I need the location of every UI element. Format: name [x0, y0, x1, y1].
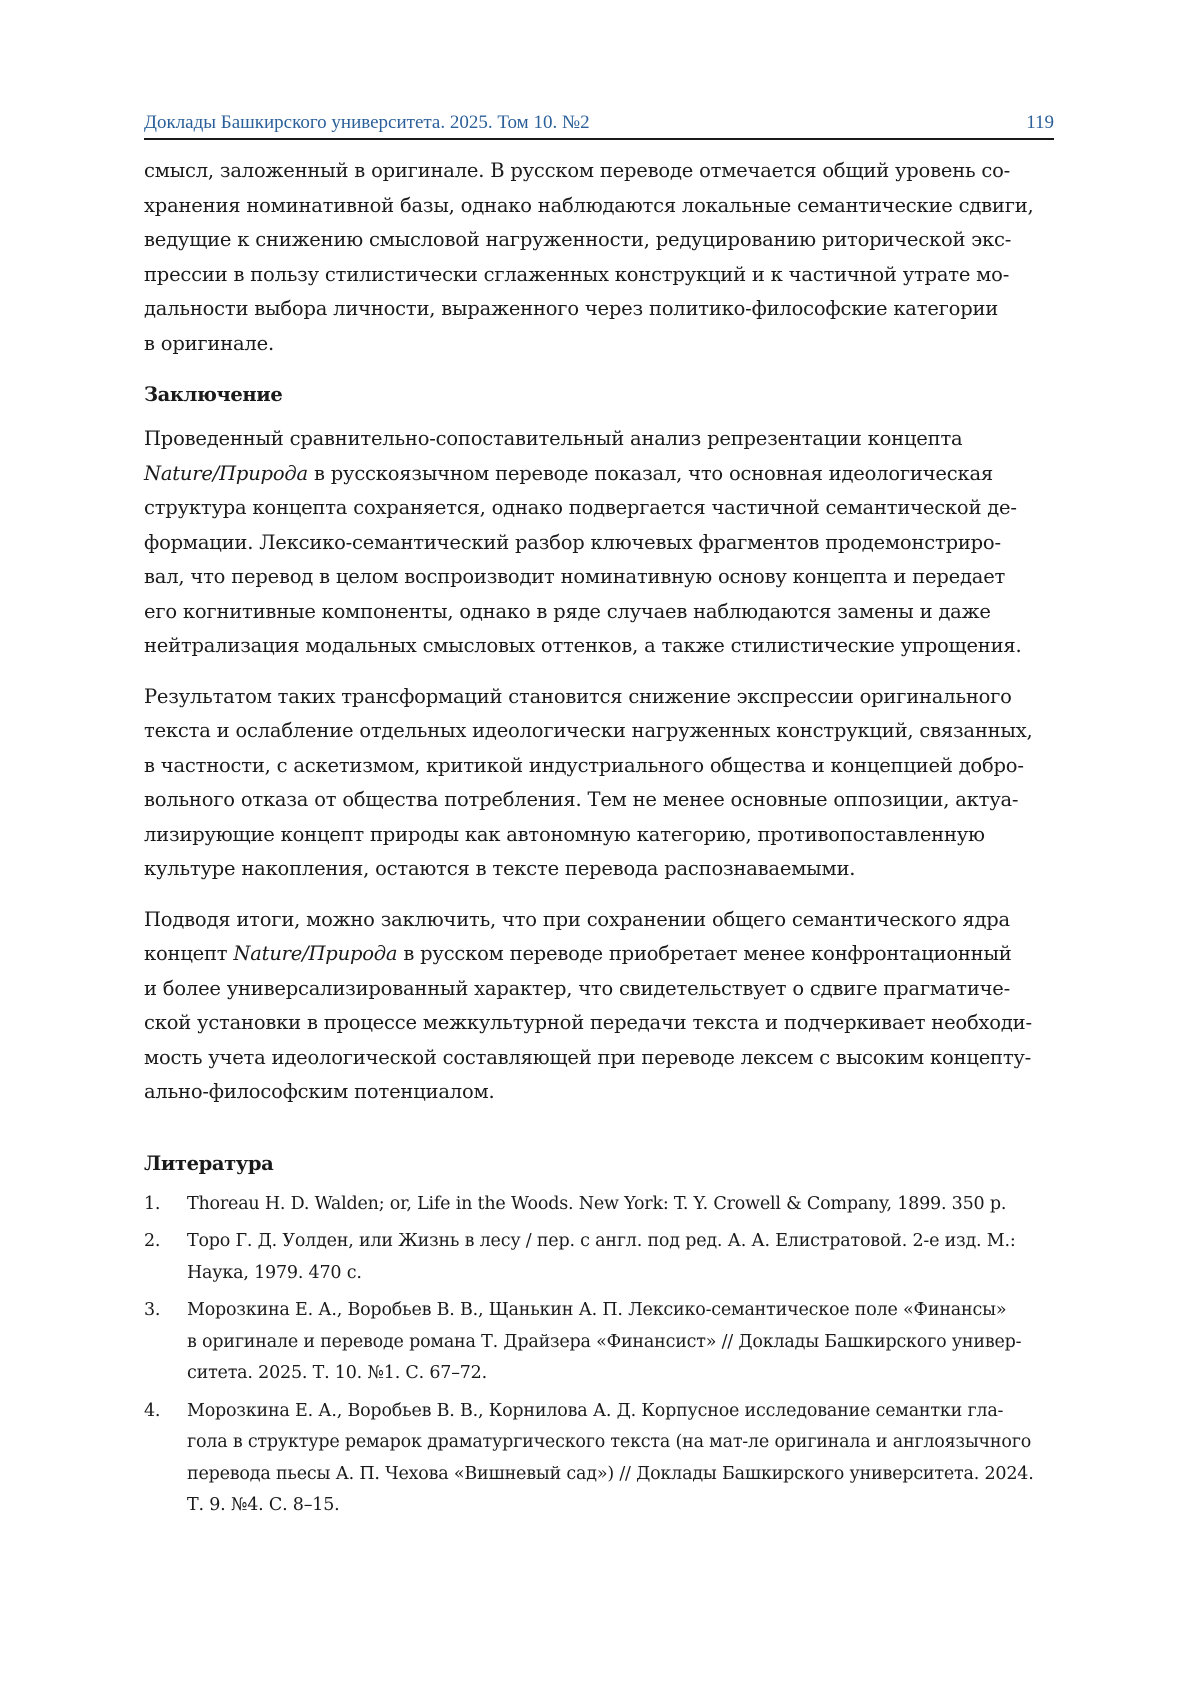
reference-line: перевода пьесы А. П. Чехова «Вишневый сад») // Доклады Башкирского университета. 2024. [187, 1463, 1034, 1484]
text-line: его когнитивные компоненты, однако в ряде случаев наблюдаются замены и даже [144, 599, 991, 623]
text-line: Подводя итоги, можно заключить, что при сохранении общего семантического ядра [144, 907, 1010, 931]
text-fragment: в русском переводе приобретает менее конфронтационный [397, 942, 1012, 965]
reference-line: Торо Г. Д. Уолден, или Жизнь в лесу / пер. с англ. под ред. А. А. Елистратовой. 2-е изд. М.: [187, 1231, 1016, 1251]
reference-item [144, 1226, 1054, 1289]
text-line: нейтрализация модальных смысловых оттенков, а также стилистические упрощения. [144, 634, 1022, 657]
text-line: культуре накопления, остаются в тексте перевода распознаваемыми. [144, 857, 856, 880]
reference-line: в оригинале и переводе романа Т. Драйзера «Финансист» // Доклады Башкирского универ- [187, 1331, 1022, 1352]
text-line: и более универсализированный характер, что свидетельствует о сдвиге прагматиче- [144, 976, 1011, 1000]
references-heading: Литература [144, 1151, 274, 1175]
text-line: дальности выбора личности, выраженного через политико-философские категории [144, 297, 999, 320]
reference-line: гола в структуре ремарок драматургического текста (на мат-ле оригинала и англоязычного [187, 1432, 1032, 1452]
text-fragment: концепт [144, 942, 234, 965]
reference-line: Морозкина Е. А., Воробьев В. В., Щанькин А. П. Лексико-семантическое поле «Финансы» [187, 1300, 1007, 1320]
text-fragment: в русскоязычном переводе показал, что основная идеологическая [307, 461, 993, 485]
reference-text [187, 1226, 1016, 1289]
text-line: в частности, с аскетизмом, критикой индустриального общества и концепцией добро- [144, 753, 1024, 777]
text-line [144, 457, 1054, 492]
text-line: формации. Лексико-семантический разбор ключевых фрагментов продемонстриро- [144, 530, 1001, 554]
text-line: мость учета идеологической составляющей при переводе лексем с высоким концепту- [144, 1045, 1032, 1069]
reference-number: 3. [144, 1300, 161, 1320]
conclusion-heading: Заключение [144, 383, 283, 406]
reference-text [187, 1396, 1034, 1522]
reference-number: 2. [144, 1231, 161, 1251]
reference-text [187, 1295, 1021, 1390]
conclusion-paragraph-2 [144, 680, 1054, 887]
reference-item [144, 1396, 1054, 1522]
text-line: Проведенный сравнительно-сопоставительный анализ репрезентации концепта [144, 427, 963, 450]
reference-list [144, 1189, 1054, 1522]
conclusion-paragraph-3 [144, 903, 1054, 1110]
reference-text [187, 1189, 1006, 1221]
concept-term: Nature/Природа [144, 461, 308, 485]
reference-item [144, 1189, 1054, 1221]
text-line: в оригинале. [144, 331, 274, 355]
reference-line: Морозкина Е. А., Воробьев В. В., Корнилова А. Д. Корпусное исследование семантки гла- [187, 1400, 1004, 1421]
text-line: ской установки в процессе межкультурной передачи текста и подчеркивает необходи- [144, 1011, 1032, 1034]
journal-title: Доклады Башкирского университета. 2025. Том 10. №2 [144, 112, 590, 133]
text-line: Результатом таких трансформаций становится снижение экспрессии оригинального [144, 684, 1012, 708]
intro-paragraph [144, 154, 1054, 361]
conclusion-paragraph-1 [144, 422, 1054, 664]
reference-line: Thoreau H. D. Walden; or, Life in the Woods. New York: T. Y. Crowell & Company, 1899. 350 p. [187, 1193, 1007, 1214]
text-line: ально-философским потенциалом. [144, 1080, 495, 1103]
article-body [144, 154, 1054, 1522]
reference-line: ситета. 2025. Т. 10. №1. С. 67–72. [187, 1363, 487, 1383]
reference-line: Т. 9. №4. С. 8–15. [187, 1495, 340, 1515]
reference-number: 1. [144, 1193, 161, 1214]
text-line: лизирующие концепт природы как автономную категорию, противопоставленную [144, 822, 985, 846]
text-line: вольного отказа от общества потребления. Тем не менее основные оппозиции, актуа- [144, 788, 1019, 811]
running-header [144, 112, 1054, 140]
text-line: смысл, заложенный в оригинале. В русском переводе отмечается общий уровень со- [144, 159, 1011, 182]
page-number: 119 [1026, 112, 1054, 133]
concept-term: Nature/Природа [233, 942, 398, 965]
text-line: структура концепта сохраняется, однако подвергается частичной семантической де- [144, 496, 1017, 519]
text-line: ведущие к снижению смысловой нагруженности, редуцированию риторической экс- [144, 228, 1012, 251]
reference-number: 4. [144, 1400, 161, 1421]
text-line: прессии в пользу стилистически сглаженных конструкций и к частичной утрате мо- [144, 262, 1010, 286]
text-line: хранения номинативной базы, однако наблюдаются локальные семантические сдвиги, [144, 193, 1034, 217]
page [144, 112, 1054, 1528]
text-line [144, 937, 1054, 972]
reference-line: Наука, 1979. 470 с. [187, 1262, 362, 1283]
text-line: текста и ослабление отдельных идеологически нагруженных конструкций, связанных, [144, 719, 1033, 742]
text-line: вал, что перевод в целом воспроизводит номинативную основу концепта и передает [144, 565, 1006, 588]
reference-item [144, 1295, 1054, 1390]
